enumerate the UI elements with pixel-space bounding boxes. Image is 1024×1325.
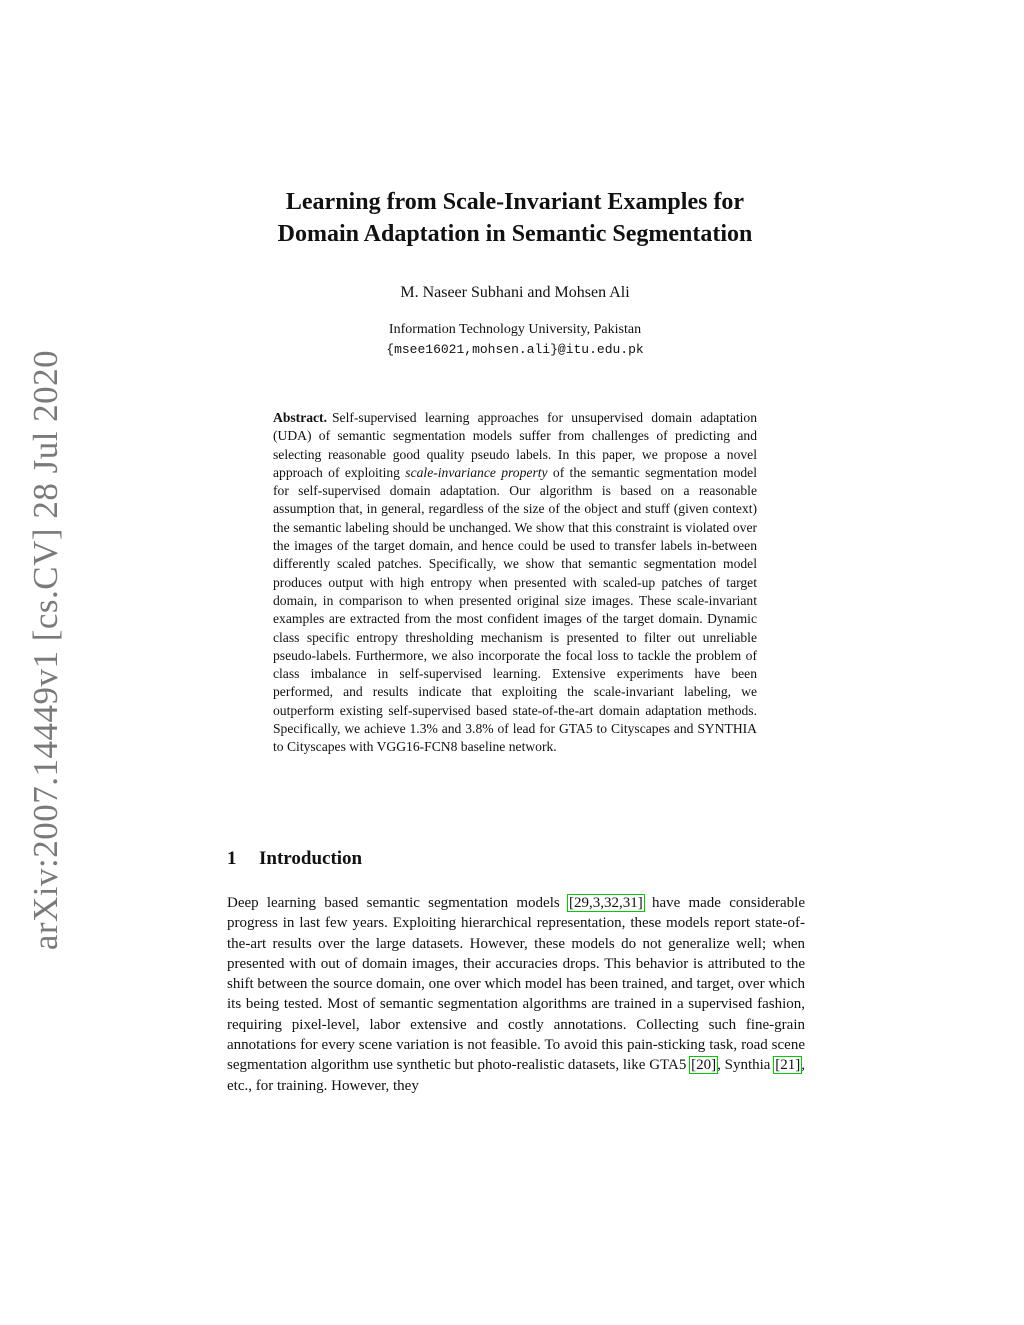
- title-line-1: Learning from Scale-Invariant Examples for: [285, 189, 745, 215]
- section-heading-introduction: [227, 848, 362, 870]
- intro-text-1: Deep learning based semantic segmentation models: [227, 895, 560, 911]
- abstract-label: Abstract.: [273, 410, 327, 425]
- intro-text-3: , Synthia: [717, 1057, 771, 1074]
- section-number: 1: [227, 848, 237, 869]
- citation-link[interactable]: [29,3,32,31]: [568, 895, 643, 911]
- paper-title: [200, 186, 830, 250]
- abstract-italic-term: scale-invariance property: [405, 464, 548, 480]
- intro-text-4: , etc., for training. However, they: [227, 1057, 806, 1094]
- affiliation: Information Technology University, Pakistan: [388, 322, 642, 337]
- section-title: Introduction: [259, 848, 363, 869]
- authors: M. Naseer Subhani and Mohsen Ali: [400, 284, 630, 301]
- arxiv-sidebar: [24, 349, 68, 951]
- abstract-text-2: of the semantic segmentation model for self-supervised domain adaptation. Our algorithm is based on a reasonable assumption that, in general, regardless of the size of the object and stuff (given context) the semantic labeling should be unchanged. We show that this constraint is violated over the images of the target domain, and hence could be used to transfer labels in-between differently scaled patches. Specifically, we show that semantic segmentation model produces output with high entropy when presented with scaled-up patches of target domain, in comparison to when presented original size images. These scale-invariant examples are extracted from the most confident images of the target domain. Dynamic class specific entropy thresholding mechanism is presented to filter out unreliable pseudo-labels. Furthermore, we also incorporate the focal loss to tackle the problem of class imbalance in self-supervised learning. Extensive experiments have been performed, and results indicate that exploiting the scale-invariant labeling, we outperform existing self-supervised based state-of-the-art domain adaptation methods. Specifically, we achieve 1.3% and 3.8% of lead for GTA5 to Cityscapes and SYNTHIA to Cityscapes with VGG16-FCN8 baseline network.: [273, 464, 757, 755]
- citation-link[interactable]: [21]: [775, 1057, 801, 1074]
- citation-link[interactable]: [20]: [691, 1057, 717, 1074]
- intro-text-2: have made considerable progress in last few years. Exploiting hierarchical representation, these models report state-of-the-art results over the large datasets. However, these models do not generalize well; when presented with out of domain images, their accuracies drops. This behavior is attributed to the shift between the source domain, one over which model has been trained, and target, over which its being tested. Most of semantic segmentation algorithms are trained in a supervised fashion, requiring pixel-level, labor extensive and costly annotations. Collecting such fine-grain annotations for every scene variation is not feasible. To avoid this pain-sticking task, road scene segmentation algorithm use synthetic but photo-realistic datasets, like GTA5: [227, 895, 805, 1074]
- introduction-paragraph: [227, 893, 805, 1096]
- author-email: {msee16021,mohsen.ali}@itu.edu.pk: [386, 342, 644, 357]
- abstract: [273, 409, 757, 757]
- title-line-2: Domain Adaptation in Semantic Segmentation: [277, 221, 753, 247]
- affiliation-block: [200, 320, 830, 360]
- abstract-text-1: Self-supervised learning approaches for unsupervised domain adaptation (UDA) of semantic segmentation models suffer from challenges of predicting and selecting reasonable good quality pseudo labels. In this paper, we propose a novel approach of exploiting: [273, 410, 757, 480]
- arxiv-identifier: arXiv:2007.14449v1 [cs.CV] 28 Jul 2020: [26, 349, 65, 951]
